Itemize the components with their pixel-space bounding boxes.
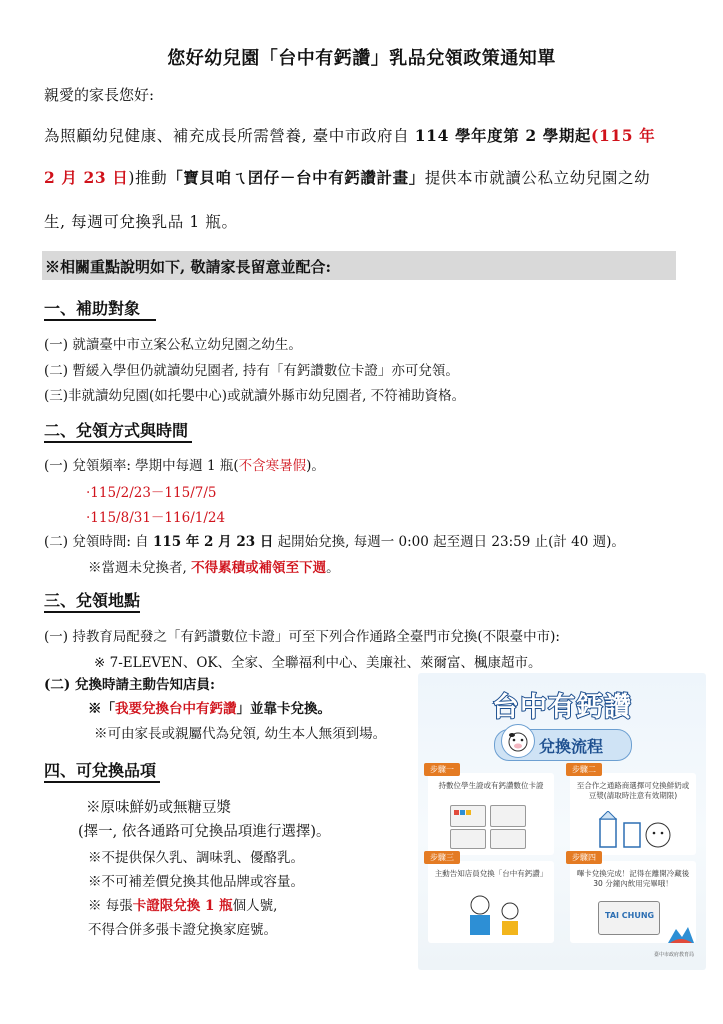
frequency-exclusion: 不含寒暑假 <box>238 458 307 474</box>
education-bureau-logo-icon <box>666 923 696 945</box>
intro-text: )推動 <box>128 169 168 187</box>
flyer-subtitle: 兌換流程 <box>539 737 604 756</box>
notice-text: ※相關重點說明如下, 敬請家長留意並配合: <box>45 258 331 276</box>
step-2-card <box>570 765 696 855</box>
heading-underline <box>44 441 192 443</box>
items-text: 個人號, <box>232 898 278 914</box>
phrase-text: 」並靠卡兌換。 <box>236 701 331 717</box>
items-line-2: (擇一, 依各通路可兌換品項進行選擇)。 <box>78 824 331 840</box>
store-list: ※ 7-ELEVEN、OK、全家、全聯福利中心、美廉社、萊爾富、楓康超市。 <box>94 655 542 671</box>
items-line-1: ※原味鮮奶或無糖豆漿 <box>86 800 231 816</box>
items-line-5 <box>88 894 277 914</box>
phrase-text: ※「 <box>88 701 115 717</box>
items-text: ※ 每張 <box>88 898 133 914</box>
digital-card-icon <box>450 805 486 827</box>
step-1-text: 持數位學生證或有鈣讚數位卡證 <box>438 781 544 790</box>
card-label: TAI CHUNG <box>605 911 655 920</box>
greeting: 親愛的家長您好: <box>44 86 155 104</box>
proxy-note: ※可由家長或親屬代為兌領, 幼生本人無須到場。 <box>94 726 387 742</box>
time-text: 起開始兌換, 每週一 0:00 起至週日 23:59 止(計 40 週)。 <box>273 534 625 550</box>
intro-line-1 <box>44 124 655 146</box>
page-title: 您好幼兒園「台中有鈣讚」乳品兌領政策通知單 <box>167 48 556 69</box>
eligibility-item-3: (三)非就讀幼兒園(如托嬰中心)或就讀外縣市幼兒園者, 不符補助資格。 <box>44 388 466 404</box>
method-frequency <box>44 454 325 474</box>
location-item-2: (二) 兌換時請主動告知店員: <box>44 677 215 693</box>
items-line-3: ※不提供保久乳、調味乳、優酪乳。 <box>88 850 304 866</box>
milk-carton-icon <box>590 811 676 851</box>
method-time <box>44 530 625 550</box>
intro-text: 提供本市就讀公私立幼兒園之幼 <box>424 169 651 187</box>
intro-date-start: (115 年 <box>591 126 656 145</box>
step-3-card <box>428 853 554 943</box>
location-item-1: (一) 持教育局配發之「有鈣讚數位卡證」可至下列合作通路全臺門市兌換(不限臺中市): <box>44 629 560 645</box>
items-limit: 卡證限兌換 1 瓶 <box>132 898 233 914</box>
section-heading-eligibility: 一、補助對象 <box>44 299 141 318</box>
step-1-card <box>428 765 554 855</box>
notice-banner <box>42 251 676 280</box>
step-2-tag: 步驟二 <box>566 763 602 776</box>
step-3-tag: 步驟三 <box>424 851 460 864</box>
section-heading-items: 四、可兌換品項 <box>44 761 157 780</box>
method-note <box>88 556 340 576</box>
phrase-highlight: 我要兌換台中有鈣讚 <box>115 701 237 717</box>
section-heading-method: 二、兌領方式與時間 <box>44 421 189 440</box>
redeem-phrase <box>88 697 331 717</box>
flyer-subtitle-pill <box>494 729 632 761</box>
note-text: ※當週未兌換者, <box>88 560 192 576</box>
flyer-footer: 臺中市政府教育局 <box>654 952 695 958</box>
intro-text: 為照顧幼兒健康、補充成長所需營養, 臺中市政府自 <box>44 127 415 145</box>
exchange-flow-flyer <box>418 673 706 970</box>
items-line-4: ※不可補差價兌換其他品牌或容量。 <box>88 874 304 890</box>
note-warning: 不得累積或補領至下週 <box>191 560 327 576</box>
eligibility-item-1: (一) 就讀臺中市立案公私立幼兒園之幼生。 <box>44 337 302 353</box>
date-range-1: ‧115/2/23－115/7/5 <box>86 485 217 501</box>
intro-program-name: 「寶貝咱ㄟ囝仔－台中有鈣讚計畫」 <box>167 168 425 187</box>
frequency-text: (一) 兌領頻率: 學期中每週 1 瓶( <box>44 458 239 474</box>
items-line-6: 不得合併多張卡證兌換家庭號。 <box>88 922 277 938</box>
cow-mascot-icon <box>501 724 535 758</box>
date-range-2: ‧115/8/31－116/1/24 <box>86 510 226 526</box>
step-4-text: 嗶卡兌換完成！記得在離開冷藏後 30 分鐘內飲用完畢哦！ <box>576 869 690 888</box>
intro-date-end: 2 月 23 日 <box>44 168 129 187</box>
heading-underline <box>44 319 156 321</box>
digital-card-icon <box>490 829 526 849</box>
intro-line-3: 生, 每週可兌換乳品 1 瓶。 <box>44 213 238 231</box>
heading-underline <box>44 611 140 613</box>
eligibility-item-2: (二) 暫緩入學但仍就讀幼兒園者, 持有「有鈣讚數位卡證」亦可兌領。 <box>44 363 459 379</box>
intro-line-2 <box>44 166 650 188</box>
intro-semester: 114 學年度第 2 學期起 <box>414 126 592 145</box>
step-2-text: 至合作之通路商選擇可兌換鮮奶或豆漿(請取時注意有效期限) <box>576 781 690 800</box>
digital-card-icon <box>450 829 486 849</box>
card-scan-icon <box>598 901 660 935</box>
time-text: (二) 兌領時間: 自 <box>44 534 153 550</box>
step-4-tag: 步驟四 <box>566 851 602 864</box>
frequency-text: )。 <box>306 458 325 474</box>
digital-card-icon <box>490 805 526 827</box>
note-text: 。 <box>326 560 340 576</box>
step-3-text: 主動告知店員兌換「台中有鈣讚」 <box>434 869 548 878</box>
clerk-illustration-icon <box>458 891 528 939</box>
flyer-title: 台中有鈣讚 <box>492 692 632 723</box>
heading-underline <box>44 781 160 783</box>
section-heading-location: 三、兌領地點 <box>44 591 141 610</box>
step-1-tag: 步驟一 <box>424 763 460 776</box>
time-start-date: 115 年 2 月 23 日 <box>152 534 274 550</box>
